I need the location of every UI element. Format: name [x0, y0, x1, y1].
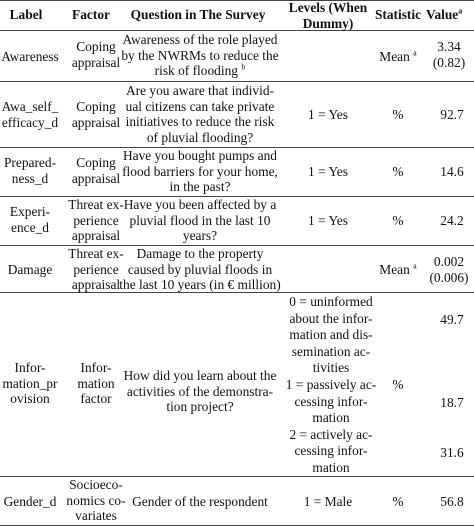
question-line: ual citizens can take private — [125, 98, 275, 114]
row-6-value-1 — [440, 312, 463, 328]
question-line: caused by pluvial floods in — [127, 261, 273, 277]
levels-line: 0 = uninformed — [289, 294, 373, 309]
row-6-value-2 — [440, 395, 463, 411]
factor-line: variates — [75, 508, 117, 524]
levels-line: mation — [312, 459, 350, 475]
factor-line: perience — [73, 261, 119, 277]
table-top-rule — [0, 0, 474, 1]
value-line: 0.002 — [433, 254, 465, 269]
row-1-question — [121, 32, 278, 79]
levels-line: 1 = Male — [303, 494, 353, 509]
question-line: in the past? — [169, 179, 231, 195]
question-line — [121, 63, 278, 79]
label-line: Gender_d — [3, 494, 57, 509]
header-factor: Factor — [72, 7, 110, 22]
question-line: pluvial flood in the last 10 — [129, 212, 271, 228]
row-6-statistic: % — [392, 377, 404, 392]
label-line: ence_d — [11, 219, 49, 235]
value-line: (0.82) — [432, 54, 466, 70]
label-line: Awareness — [1, 49, 59, 64]
levels-line: cessing infor- — [294, 443, 368, 459]
row-3-levels — [308, 164, 348, 180]
question-line: Awareness of the role played — [122, 32, 278, 47]
question-line: initiatives to reduce the risk — [125, 114, 275, 130]
value-line: 14.6 — [440, 164, 464, 179]
question-line: of pluvial flooding? — [146, 129, 254, 145]
levels-line: 1 = Yes — [308, 107, 348, 122]
row-1-value — [433, 39, 465, 70]
value-line: 56.8 — [440, 494, 464, 509]
factor-line: Threat ex- — [68, 246, 124, 261]
question-text: risk of flooding — [154, 63, 238, 79]
factor-line: nomics co- — [66, 492, 126, 508]
row-7-value — [440, 494, 463, 510]
row-2-levels — [308, 107, 348, 123]
value-line: 31.6 — [440, 445, 464, 460]
value-line: 18.7 — [440, 395, 464, 410]
label-line: efficacy_d — [1, 114, 59, 130]
levels-line: cessing infor- — [294, 393, 368, 409]
factor-line: Coping — [76, 155, 116, 170]
label-line: Experi- — [9, 204, 51, 219]
levels-line: 1 = Yes — [308, 164, 348, 179]
row-4-levels — [308, 213, 348, 229]
levels-line: about the infor- — [289, 310, 373, 326]
levels-line: mation — [312, 410, 350, 426]
statistic-text: Mean — [379, 262, 410, 277]
question-line: Have you been affected by a — [123, 197, 277, 212]
value-line: (0.006) — [429, 269, 469, 285]
question-line: by the NWRMs to reduce the — [121, 47, 279, 63]
question-line: Damage to the property — [136, 246, 264, 261]
row-6-factor — [77, 360, 114, 407]
factor-line: appraisal — [71, 170, 121, 186]
header-levels-line-1: Levels (When — [288, 0, 368, 15]
row-5-value — [429, 254, 468, 285]
row-5-factor — [68, 246, 123, 293]
levels-line: tivities — [312, 360, 350, 376]
row-4-value — [440, 213, 463, 229]
row-1-statistic — [379, 49, 416, 65]
label-line: ovision — [10, 391, 50, 407]
factor-line: Socioeco- — [69, 477, 123, 492]
label-line: Damage — [7, 262, 53, 277]
question-footnote: b — [241, 62, 246, 72]
row-7-label — [4, 494, 57, 510]
factor-line: Infor- — [80, 360, 112, 375]
label-line: Infor- — [14, 360, 46, 375]
row-1-factor — [72, 39, 120, 70]
factor-line: appraisal — [71, 277, 121, 293]
question-line: activities of the demonstra- — [126, 383, 274, 399]
row-6-value-3 — [440, 445, 463, 461]
question-line: How did you learn about the — [123, 368, 277, 383]
row-4-label — [10, 204, 50, 235]
row-1-label — [1, 49, 59, 65]
label-line: ness_d — [11, 170, 49, 186]
row-6-label — [2, 360, 57, 407]
row-6-question — [124, 368, 277, 415]
question-line: Are you aware that individ- — [126, 83, 274, 98]
label-line: mation_pr — [2, 375, 58, 391]
value-line: 3.34 — [437, 39, 461, 54]
factor-line: factor — [80, 391, 112, 407]
levels-line: 2 = actively ac- — [289, 426, 373, 442]
value-line: 24.2 — [440, 213, 464, 228]
row-divider — [0, 81, 474, 82]
row-4-question — [124, 197, 277, 244]
row-4-factor — [68, 197, 123, 244]
statistic-text: Mean — [379, 49, 410, 64]
levels-line: 1 = Yes — [308, 213, 348, 228]
row-3-value — [440, 164, 463, 180]
header-levels-line-2: Dummy) — [302, 15, 354, 31]
question-line: tion project? — [166, 399, 234, 415]
factor-line: perience — [73, 212, 119, 228]
row-2-question — [126, 83, 275, 145]
header-question: Question in The Survey — [130, 7, 266, 22]
row-4-statistic: % — [392, 213, 404, 228]
question-line: Have you bought pumps and — [123, 148, 277, 163]
question-line: the last 10 years (in € million) — [119, 277, 281, 293]
row-2-label — [2, 99, 59, 130]
value-line: 92.7 — [440, 107, 464, 122]
statistic-footnote: a — [413, 48, 417, 58]
header-value — [426, 7, 462, 23]
value-line: 49.7 — [440, 312, 464, 327]
header-label: Label — [9, 7, 43, 22]
header-bottom-rule — [0, 30, 474, 31]
row-7-statistic: % — [392, 494, 404, 509]
label-line: Prepared- — [3, 155, 57, 170]
levels-line: 1 = passively ac- — [285, 376, 377, 392]
row-2-statistic: % — [392, 107, 404, 122]
factor-line: Coping — [76, 99, 116, 114]
row-3-label — [4, 155, 56, 186]
header-value-footnote: a — [458, 6, 463, 16]
levels-line: semination ac- — [291, 343, 371, 359]
row-2-factor — [72, 99, 120, 130]
row-5-question — [119, 246, 280, 293]
header-levels — [289, 0, 367, 31]
row-3-factor — [72, 155, 120, 186]
row-3-question — [122, 148, 278, 195]
label-line: Awa_self_ — [1, 99, 59, 114]
statistic-footnote: a — [413, 261, 417, 271]
levels-line: mation and dis- — [289, 327, 373, 343]
row-3-statistic: % — [392, 164, 404, 179]
factor-line: Coping — [76, 39, 116, 54]
row-7-factor — [66, 477, 125, 524]
factor-line: appraisal — [71, 114, 121, 130]
row-7-question — [132, 494, 268, 510]
row-7-levels — [304, 494, 352, 510]
row-6-levels — [286, 294, 376, 477]
factor-line: appraisal — [71, 228, 121, 244]
header-value-text: Value — [426, 7, 459, 22]
row-5-statistic — [379, 262, 416, 278]
question-line: years? — [182, 228, 218, 244]
question-line: Gender of the respondent — [132, 494, 268, 509]
row-2-value — [440, 107, 463, 123]
header-statistic: Statistic — [374, 7, 422, 22]
question-line: flood barriers for your home, — [122, 163, 278, 179]
row-5-label — [8, 262, 53, 278]
factor-line: appraisal — [71, 54, 121, 70]
factor-line: Threat ex- — [68, 197, 124, 212]
factor-line: mation — [77, 375, 115, 391]
